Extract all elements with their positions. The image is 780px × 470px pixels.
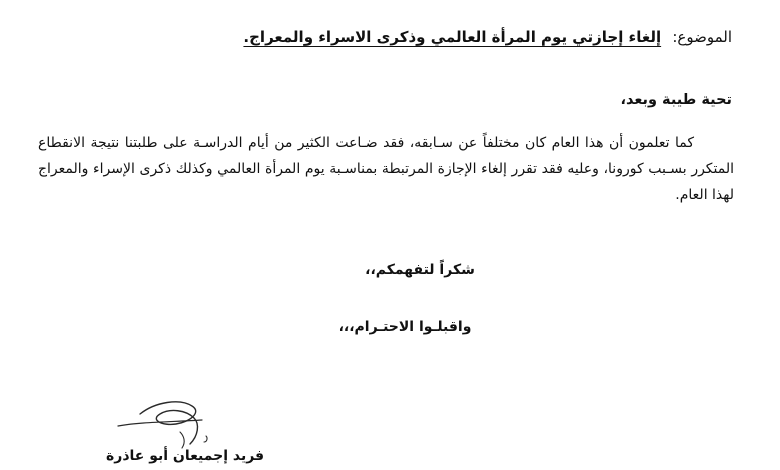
greeting: تحية طيبة وبعد، bbox=[620, 92, 732, 108]
signer-name: فريد إجميعان أبو عاذرة bbox=[106, 448, 265, 464]
body-line-1: كما تعلمون أن هذا العام كان مختلفاً عن سـابقه، فقد ضـاعت الكثير من أيام الدراسـة على طلبتنا نتيجة bbox=[90, 135, 694, 151]
thanks-text: شكراً لتفهمكم،، bbox=[365, 262, 475, 278]
regards-text: واقبلـوا الاحتـرام،،، bbox=[338, 319, 472, 335]
thanks-line bbox=[0, 262, 780, 278]
body-line-3: الإسراء والمعراج لهذا العام. bbox=[38, 161, 734, 203]
subject-label: الموضوع: bbox=[672, 28, 732, 46]
body-line-2: الانقطاع المتكرر بسـبب كورونا، وعليه فقد تقرر إلغاء الإجازة المرتبطة بمناسـبة يوم المرأة العالمي وكذلك ذكرى bbox=[38, 135, 735, 177]
subject-line bbox=[243, 28, 732, 46]
subject-text: إلغاء إجازتي يوم المرأة العالمي وذكرى الاسراء والمعراج. bbox=[243, 28, 662, 46]
body-paragraph bbox=[38, 130, 734, 208]
regards-line bbox=[0, 319, 780, 335]
